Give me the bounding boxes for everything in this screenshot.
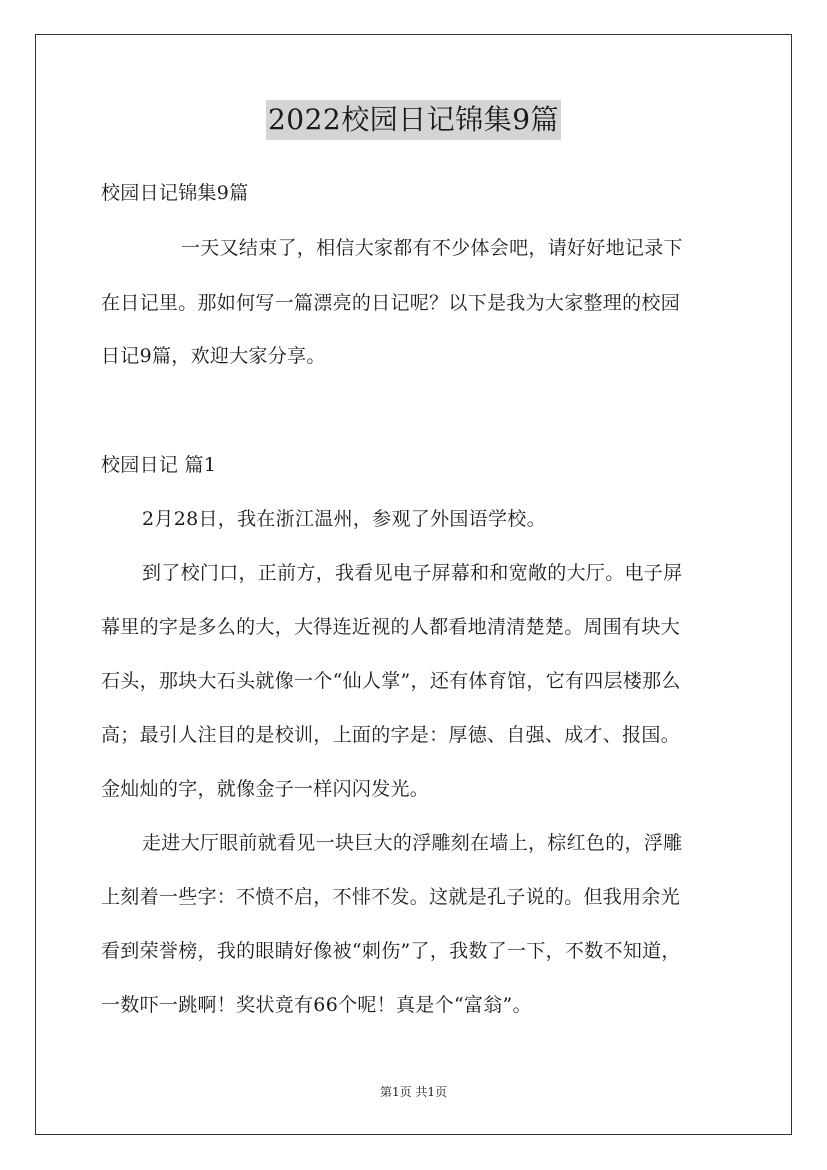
paragraph-1-line-1: 2月28日，我在浙江温州，参观了外国语学校。 — [142, 508, 546, 530]
paragraph-2-line-5: 金灿灿的字，就像金子一样闪闪发光。 — [101, 778, 430, 800]
intro-line-1: 一天又结束了，相信大家都有不少体会吧，请好好地记录下 — [181, 237, 683, 259]
section-heading: 校园日记 篇1 — [101, 454, 217, 476]
paragraph-2-line-1: 到了校门口，正前方，我看见电子屏幕和和宽敞的大厅。电子屏 — [142, 562, 683, 584]
paragraph-2-line-4: 高；最引人注目的是校训，上面的字是：厚德、自强、成才、报国。 — [101, 724, 681, 746]
paragraph-2-line-3: 石头，那块大石头就像一个“仙人掌”，还有体育馆，它有四层楼那么 — [101, 670, 681, 692]
document-title: 2022校园日记锦集9篇 — [266, 100, 561, 140]
intro-line-3: 日记9篇，欢迎大家分享。 — [101, 345, 326, 367]
document-subtitle: 校园日记锦集9篇 — [101, 182, 249, 204]
paragraph-3-line-2: 上刻着一些字：不愤不启，不悱不发。这就是孔子说的。但我用余光 — [101, 886, 681, 908]
paragraph-3-line-3: 看到荣誉榜，我的眼睛好像被“刺伤”了，我数了一下，不数不知道， — [101, 940, 681, 962]
paragraph-2-line-2: 幕里的字是多么的大，大得连近视的人都看地清清楚楚。周围有块大 — [101, 616, 681, 638]
page-footer: 第1页 共1页 — [379, 1085, 448, 1099]
title-container — [0, 100, 827, 140]
paragraph-3-line-4: 一数吓一跳啊！奖状竟有66个呢！真是个“富翁”。 — [101, 994, 532, 1016]
paragraph-3-line-1: 走进大厅眼前就看见一块巨大的浮雕刻在墙上，棕红色的，浮雕 — [142, 832, 683, 854]
intro-line-2: 在日记里。那如何写一篇漂亮的日记呢？以下是我为大家整理的校园 — [101, 292, 681, 314]
